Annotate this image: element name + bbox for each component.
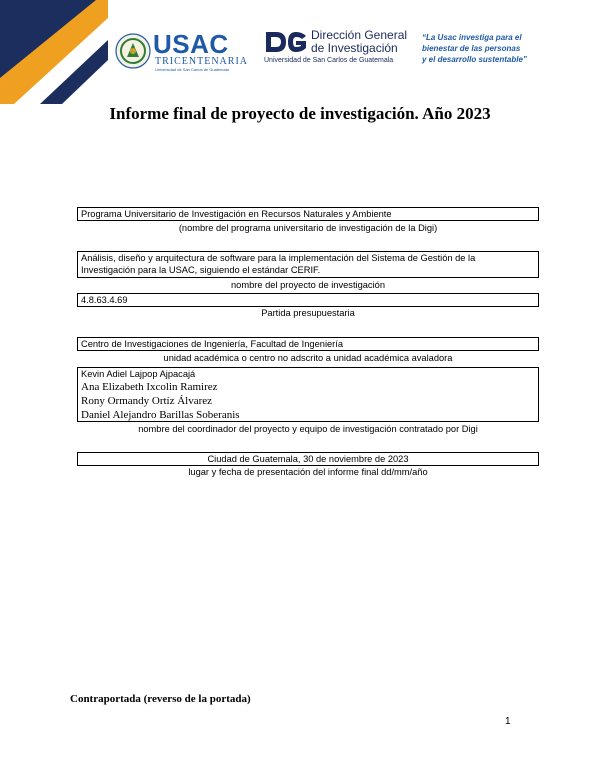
programa-field: Programa Universitario de Investigación en Recursos Naturales y Ambiente: [77, 207, 539, 221]
partida-caption: Partida presupuestaria: [261, 308, 355, 318]
digi-title-line2: de Investigación: [311, 41, 398, 55]
corner-decoration: [0, 0, 108, 104]
digi-logo-icon: [264, 30, 308, 54]
unidad-field: Centro de Investigaciones de Ingeniería, Facultad de Ingeniería: [77, 337, 539, 351]
digi-title: [311, 29, 407, 55]
quote-line-3: y el desarrollo sustentable”: [422, 55, 527, 64]
equipo-field: [77, 367, 539, 422]
usac-university-text: Universidad de San Carlos de Guatemala: [155, 67, 229, 72]
team-member: Daniel Alejandro Barillas Soberanis: [81, 409, 240, 421]
page-number: 1: [505, 716, 511, 727]
usac-quote: [422, 32, 527, 65]
page-title: Informe final de proyecto de investigación. Año 2023: [109, 104, 491, 123]
proyecto-field: [77, 251, 539, 278]
lugar-fecha-caption: lugar y fecha de presentación del informe final dd/mm/año: [188, 467, 428, 477]
unidad-caption: unidad académica o centro no adscrito a unidad académica avaladora: [163, 353, 453, 363]
digi-subtitle: Universidad de San Carlos de Guatemala: [264, 57, 394, 64]
lugar-fecha-field: Ciudad de Guatemala, 30 de noviembre de 2023: [77, 452, 539, 466]
usac-logo-text: USAC: [153, 29, 229, 59]
proyecto-caption: nombre del proyecto de investigación: [230, 280, 385, 290]
usac-tricentenaria-text: TRICENTENARIA: [155, 56, 248, 67]
proyecto-line-1: Análisis, diseño y arquitectura de software para la implementación del Sistema de Gestión de la: [81, 253, 476, 263]
team-member: Rony Ormandy Ortíz Álvarez: [81, 395, 213, 407]
equipo-caption: nombre del coordinador del proyecto y equipo de investigación contratado por Digi: [138, 424, 478, 434]
usac-seal-icon: [115, 33, 151, 69]
backcover-note: Contraportada (reverso de la portada): [70, 693, 251, 705]
coordinator-name: Kevin Adiel Lajpop Ajpacajá: [81, 369, 196, 379]
quote-line-2: bienestar de las personas: [422, 44, 521, 53]
quote-line-1: “La Usac investiga para el: [422, 33, 522, 42]
team-member: Ana Elizabeth Ixcolin Ramirez: [81, 381, 218, 393]
digi-title-line1: Dirección General: [311, 28, 408, 42]
proyecto-line-2: Investigación para la USAC, siguiendo el estándar CERIF.: [81, 265, 321, 275]
partida-field: 4.8.63.4.69: [77, 293, 539, 307]
programa-caption: (nombre del programa universitario de investigación de la Digi): [178, 223, 438, 233]
